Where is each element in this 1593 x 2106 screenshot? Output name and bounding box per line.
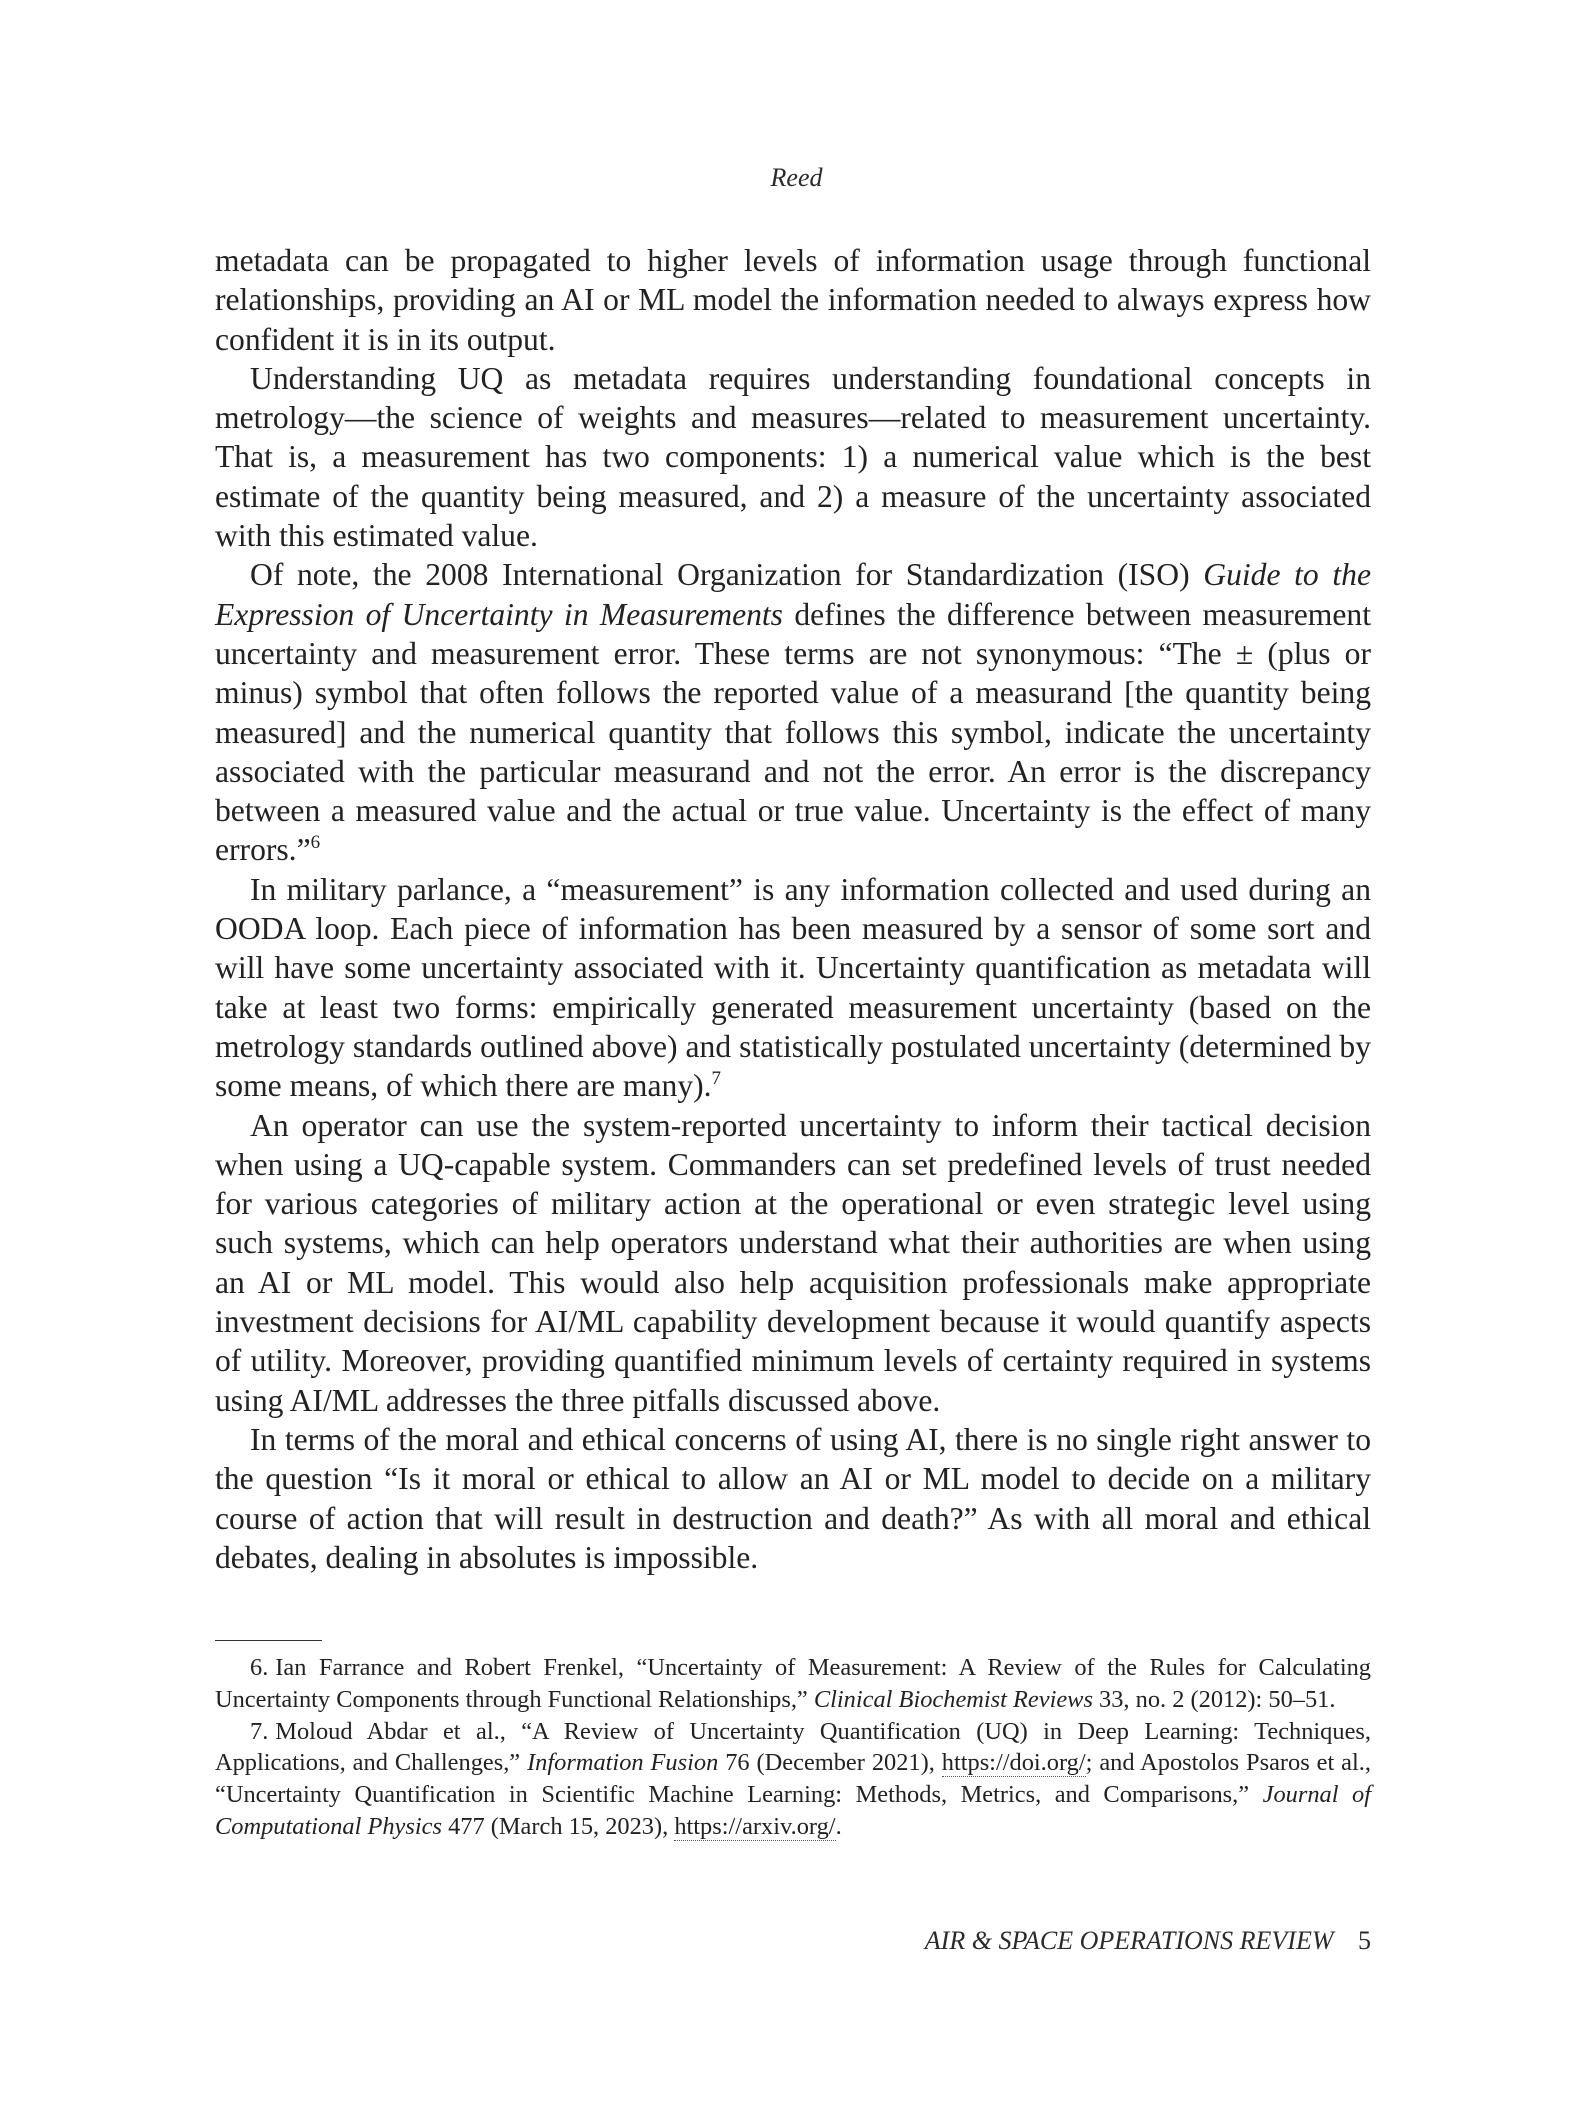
text-run: An operator can use the system-reported uncertainty to inform their tactical decision when using a UQ-capable system. Commanders can set predefined levels of trust needed for various categories of military action at the operational or even strategic level using such systems, which can help operators understand what their authorities are when using an AI or ML model. This would also help acquisition professionals make appropriate investment decisions for AI/ML capability development because it would quantify aspects of utility. Moreover, providing quantified minimum levels of certainty required in systems using AI/ML addresses the three pitfalls discussed above. (215, 1107, 1371, 1418)
journal-title: AIR & SPACE OPERATIONS REVIEW (924, 1926, 1334, 1955)
body-paragraph (215, 555, 1371, 869)
text-run: In terms of the moral and ethical concerns of using AI, there is no single right answer to the question “Is it moral or ethical to allow an AI or ML model to decide on a military course of action that will result in destruction and death?” As with all moral and ethical debates, dealing in absolutes is impossible. (215, 1421, 1371, 1575)
italic-title: Guide to the Expression of Uncertainty in Measurements (215, 557, 1371, 632)
footnote-reference[interactable]: 7 (711, 1068, 722, 1090)
text-run: metadata can be propagated to higher levels of information usage through functional relationships, providing an AI or ML model the information needed to always express how confident it is in its output. (215, 243, 1371, 357)
footnote-number: 6. (250, 1654, 269, 1681)
body-paragraph (215, 870, 1371, 1106)
body-paragraph (215, 359, 1371, 555)
text-run: In military parlance, a “measurement” is any information collected and used during an OODA loop. Each piece of information has been measured by a sensor of some sort and will have some uncertainty associated with it. Uncertainty quantification as metadata will take at least two forms: empirically generated measurement uncertainty (based on the metrology standards outlined above) and statistically postulated uncertainty (determined by some means, of which there are many). (215, 871, 1371, 1104)
text-run: Ian Farrance and Robert Frenkel, “Uncertainty of Measurement: A Review of the Rules for Calculating Uncertainty Components through Functional Relationships,” (215, 1654, 1371, 1713)
article-body (215, 241, 1371, 1577)
italic-title: Information Fusion (527, 1749, 719, 1777)
italic-title: Journal of Computational Physics (215, 1781, 1371, 1840)
text-run: 76 (December 2021), (718, 1749, 942, 1777)
italic-title: Clinical Biochemist Reviews (813, 1685, 1093, 1713)
text-run: Moloud Abdar et al., “A Review of Uncertainty Quantification (UQ) in Deep Learning: Techniques, Applications, and Challenges,” (215, 1717, 1371, 1777)
footnote-number: 7. (250, 1717, 269, 1745)
running-head: Reed (770, 163, 823, 192)
text-run: ; and Apostolos Psaros et al., “Uncertainty Quantification in Scientific Machine Learning: Methods, Metrics, and Comparisons,” (215, 1749, 1371, 1809)
footnote-item (215, 1716, 1371, 1843)
footnote-reference[interactable]: 6 (310, 832, 321, 854)
citation-link[interactable]: https://doi.org/ (941, 1749, 1086, 1777)
citation-link[interactable]: https://arxiv.org/ (674, 1812, 836, 1840)
footnote-divider (215, 1640, 322, 1641)
text-run: Understanding UQ as metadata requires understanding foundational concepts in metrology—the science of weights and measures—related to measurement uncertainty. That is, a measurement has two components: 1) a numerical value which is the best estimate of the quantity being measured, and 2) a measure of the uncertainty associated with this estimated value. (215, 360, 1371, 554)
page-number: 5 (1358, 1926, 1371, 1955)
text-run: 33, no. 2 (2012): 50–51. (1092, 1685, 1336, 1713)
text-run: Of note, the 2008 International Organization for Standardization (ISO) (250, 557, 1204, 593)
body-paragraph (215, 241, 1371, 359)
text-run: defines the difference between measurement uncertainty and measurement error. These terms are not synonymous: “The ± (plus or minus) symbol that often follows the reported value of a measurand [the quantity being measured] and the numerical quantity that follows this symbol, indicate the uncertainty associated with the particular measurand and not the error. An error is the discrepancy between a measured value and the actual or true value. Uncertainty is the effect of many errors.” (215, 596, 1371, 868)
page-footer (925, 1926, 1371, 1956)
body-paragraph (215, 1106, 1371, 1420)
text-run: . (835, 1812, 842, 1840)
footnote-item (215, 1652, 1371, 1716)
footnotes (215, 1652, 1371, 1843)
text-run: 477 (March 15, 2023), (441, 1812, 675, 1840)
body-paragraph (215, 1420, 1371, 1577)
